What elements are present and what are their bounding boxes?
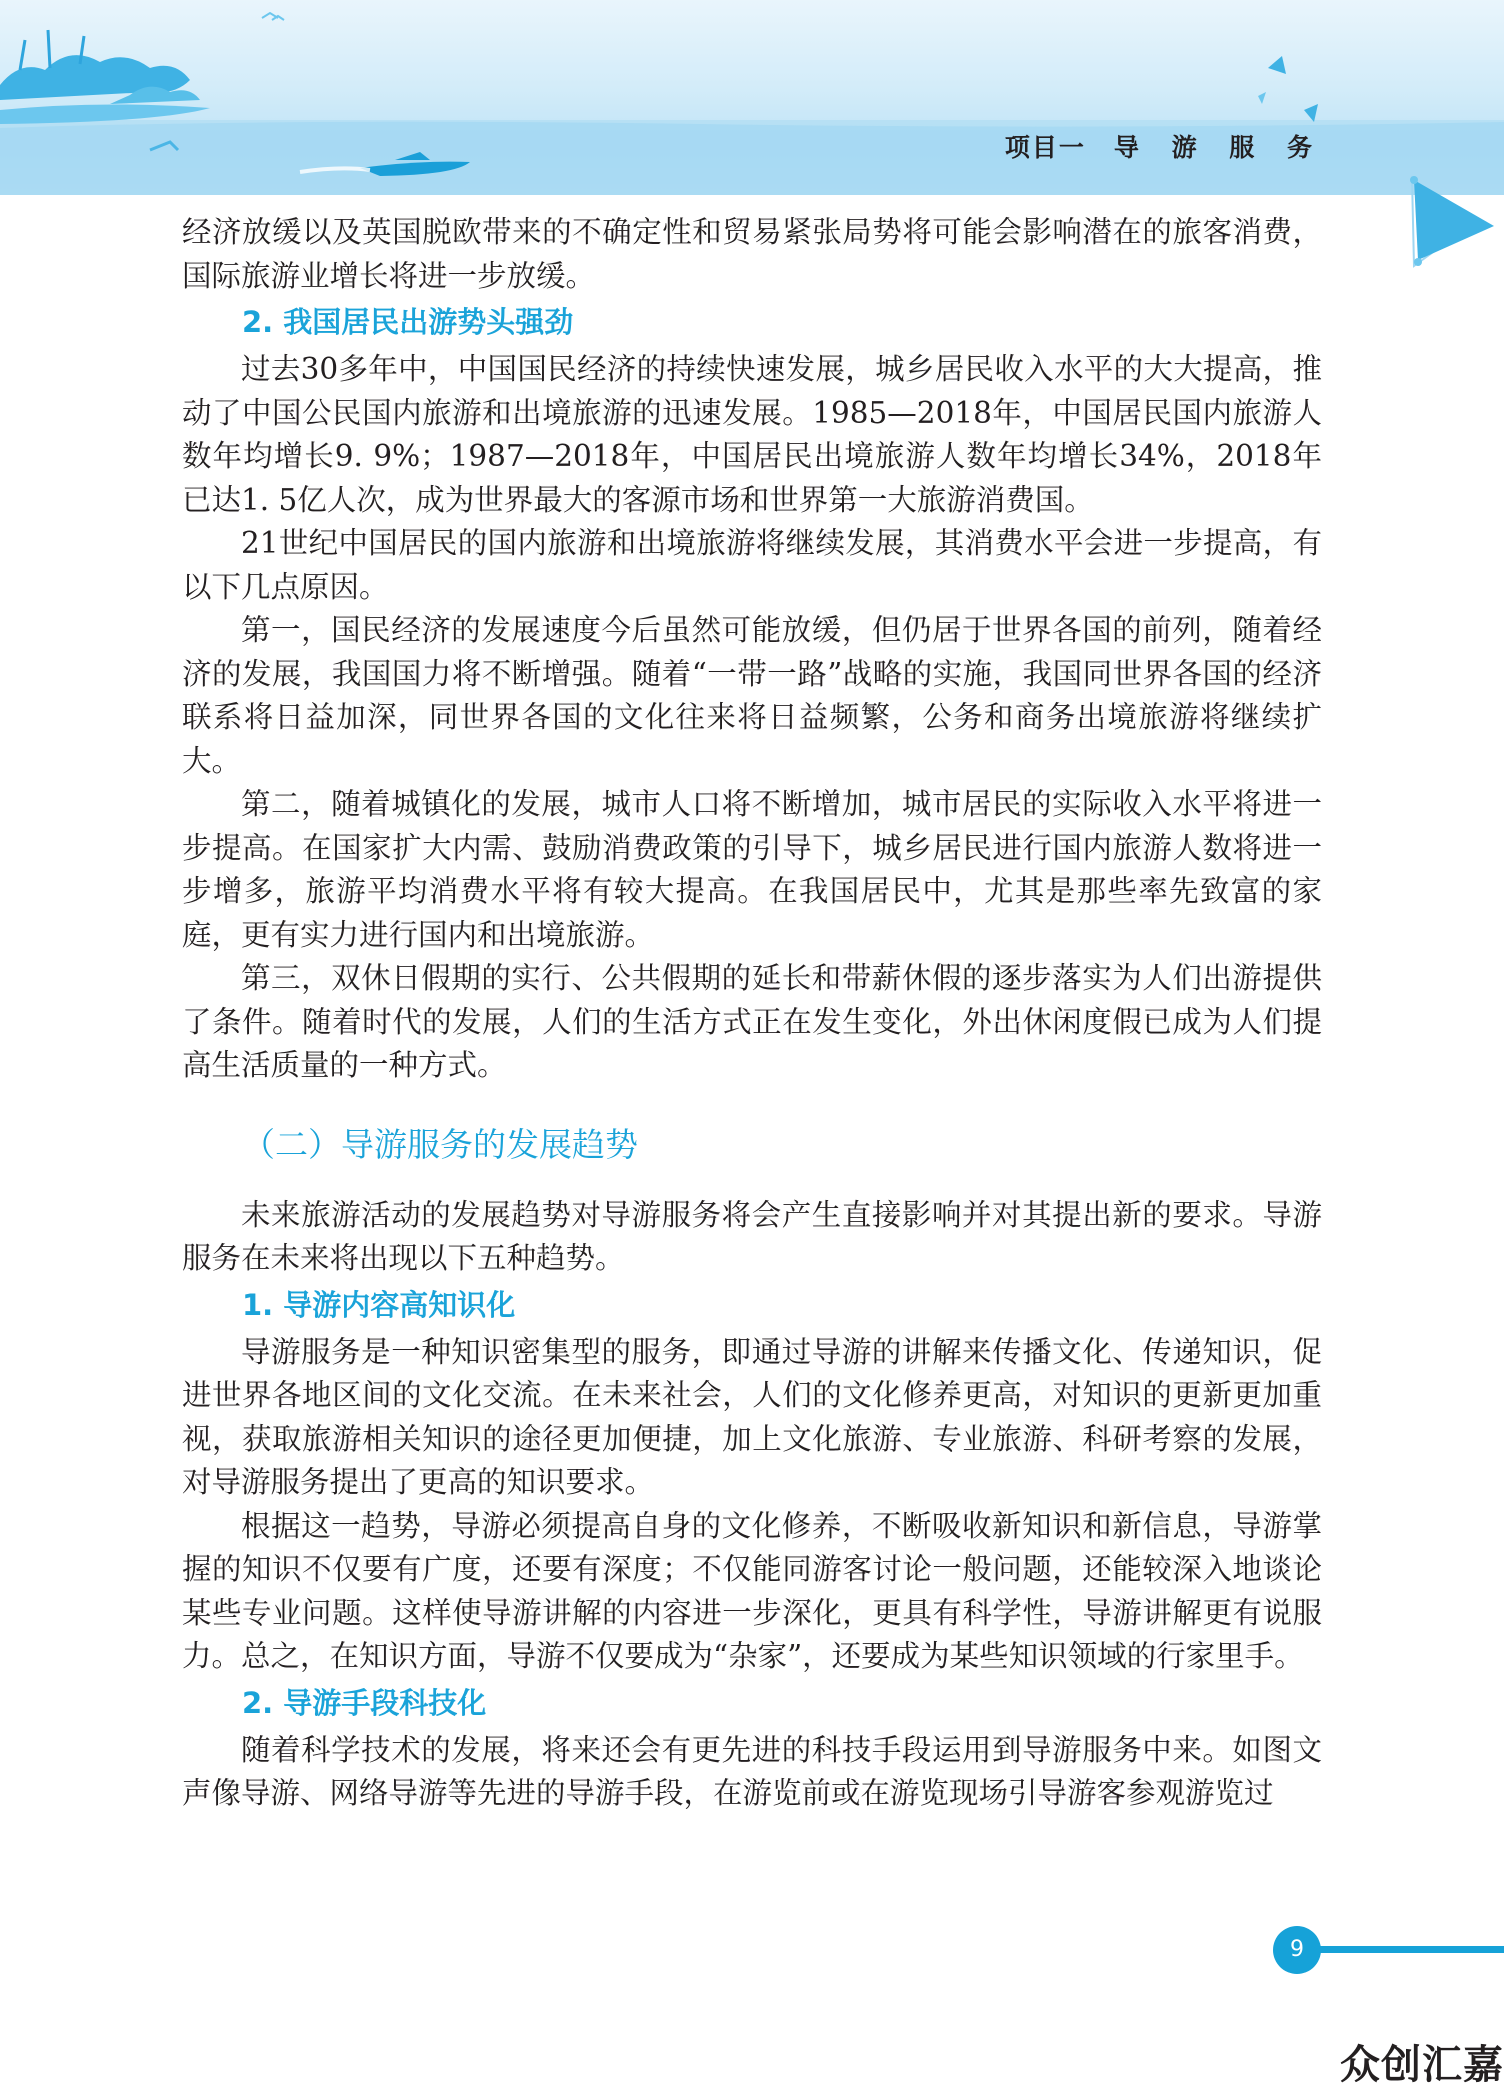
page-body [182,211,1322,1816]
paragraph: 第一，国民经济的发展速度今后虽然可能放缓，但仍居于世界各国的前列，随着经济的发展，我国国力将不断增强。随着“一带一路”战略的实施，我国同世界各国的经济联系将日益加深，同世界各国的文化往来将日益频繁，公务和商务出境旅游将继续扩大。 [182,613,1322,778]
page-number-rule [1315,1946,1504,1953]
header-banner [0,0,1504,195]
paragraph: 21世纪中国居民的国内旅游和出境旅游将继续发展，其消费水平会进一步提高，有以下几点原因。 [182,526,1322,604]
paragraph: 第二，随着城镇化的发展，城市人口将不断增加，城市居民的实际收入水平将进一步提高。在国家扩大内需、鼓励消费政策的引导下，城乡居民进行国内旅游人数将进一步增多，旅游平均消费水平将有较大提高。在我国居民中，尤其是那些率先致富的家庭，更有实力进行国内和出境旅游。 [182,787,1322,952]
chapter-title: 导 游 服 务 [1113,133,1324,162]
subsection-heading: 2. 我国居民出游势头强劲 [242,305,574,339]
chapter-header [1005,128,1324,164]
chapter-label: 项目一 [1004,133,1086,162]
section-heading: （二）导游服务的发展趋势 [242,1124,638,1164]
paragraph: 第三，双休日假期的实行、公共假期的延长和带薪休假的逐步落实为人们出游提供了条件。随着时代的发展，人们的生活方式正在发生变化，外出休闲度假已成为人们提高生活质量的一种方式。 [182,961,1322,1082]
paragraph: 随着科学技术的发展，将来还会有更先进的科技手段运用到导游服务中来。如图文声像导游、网络导游等先进的导游手段，在游览前或在游览现场引导游客参观游览过 [182,1732,1322,1810]
subsection-heading: 2. 导游手段科技化 [242,1685,487,1720]
paragraph: 导游服务是一种知识密集型的服务，即通过导游的讲解来传播文化、传递知识，促进世界各地区间的文化交流。在未来社会，人们的文化修养更高，对知识的更新更加重视，获取旅游相关知识的途径更加便捷，加上文化旅游、专业旅游、科研考察的发展，对导游服务提出了更高的知识要求。 [182,1334,1322,1499]
paragraph: 经济放缓以及英国脱欧带来的不确定性和贸易紧张局势将可能会影响潜在的旅客消费，国际旅游业增长将进一步放缓。 [182,215,1322,293]
paragraph: 过去30多年中，中国国民经济的持续快速发展，城乡居民收入水平的大大提高，推动了中国公民国内旅游和出境旅游的迅速发展。1985—2018年，中国居民国内旅游人数年均增长9. 9%；1987—2018年，中国居民出境旅游人数年均增长34%，2018年已达1. 5亿人次，成为世界最大的客源市场和世界第一大旅游消费国。 [182,352,1322,517]
subsection-heading: 1. 导游内容高知识化 [242,1287,516,1322]
page-number: 9 [1273,1926,1321,1974]
paragraph: 根据这一趋势，导游必须提高自身的文化修养，不断吸收新知识和新信息，导游掌握的知识不仅要有广度，还要有深度；不仅能同游客讨论一般问题，还能较深入地谈论某些专业问题。这样使导游讲解的内容进一步深化，更具有科学性，导游讲解更有说服力。总之，在知识方面，导游不仅要成为“杂家”，还要成为某些知识领域的行家里手。 [182,1508,1322,1673]
corner-triangle-decoration [1394,150,1504,280]
watermark-logo: 众创汇嘉 [1340,2042,1504,2088]
seaside-scene-illustration [0,0,1504,195]
paragraph: 未来旅游活动的发展趋势对导游服务将会产生直接影响并对其提出新的要求。导游服务在未来将出现以下五种趋势。 [182,1197,1322,1275]
